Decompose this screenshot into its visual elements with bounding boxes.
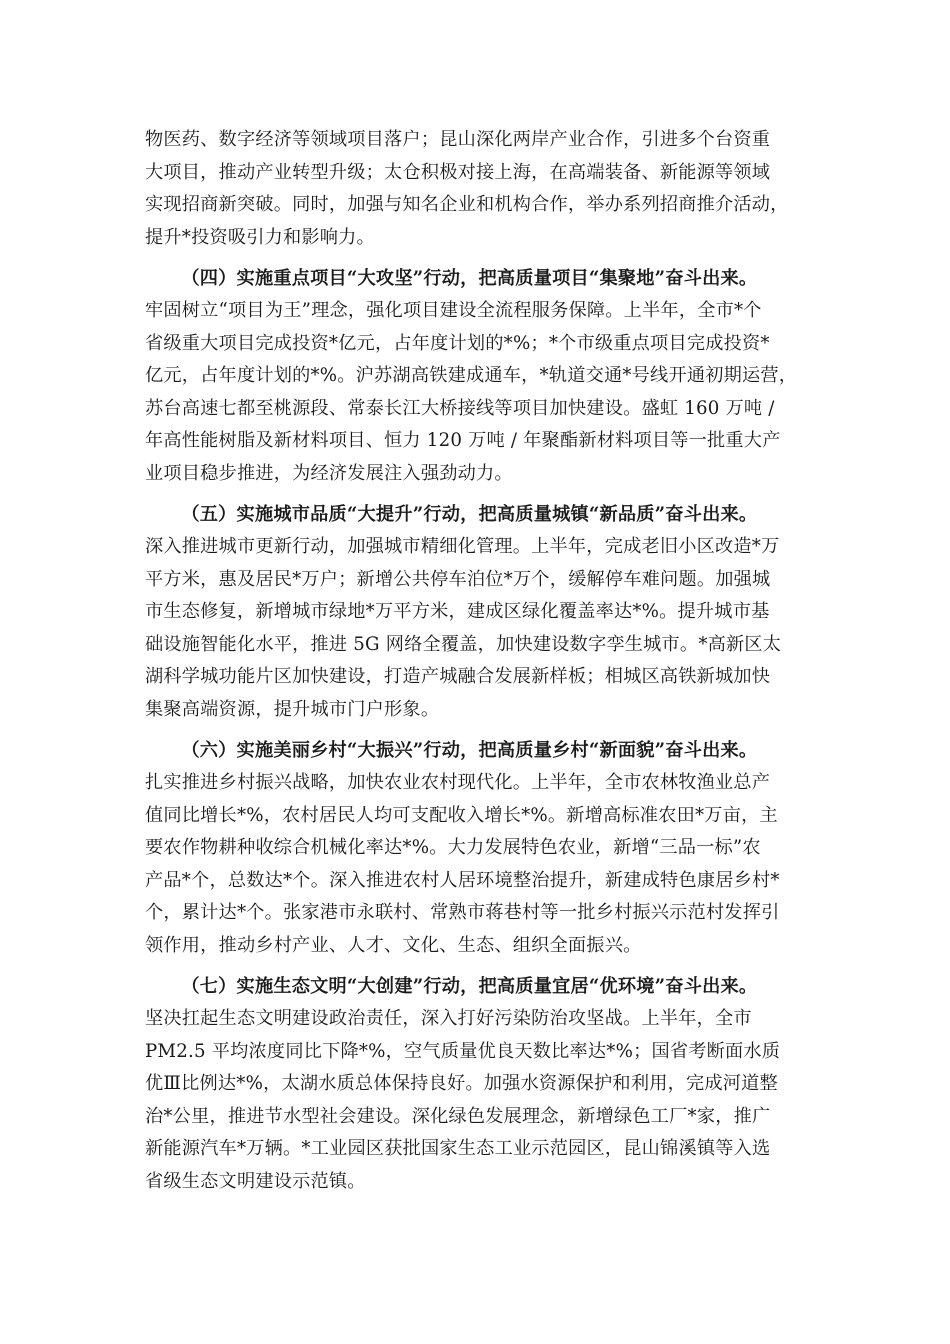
paragraph-section-4 [145,263,813,491]
text-line: 省级生态文明建设示范镇。 [145,1170,366,1192]
text-line: 优Ⅲ比例达*%，太湖水质总体保持良好。加强水资源保护和利用，完成河道整 [145,1073,778,1094]
text-line: 治*公里，推进节水型社会建设。深化绿色发展理念，新增绿色工厂*家，推广 [145,1105,771,1127]
text-line: 产品*个，总数达*个。深入推进农村人居环境整治提升，新建成特色康居乡村* [145,869,780,891]
section-heading: （六）实施美丽乡村“大振兴”行动，把高质量乡村“新面貌”奋斗出来。 [181,739,758,761]
text-line: 提升*投资吸引力和影响力。 [145,226,375,248]
text-line: 牢固树立“项目为王”理念，强化项目建设全流程服务保障。上半年，全市*个 [145,300,762,321]
paragraph-section-7 [145,971,813,1199]
text-line: 要农作物耕种收综合机械化率达*%。大力发展特色农业，新增“三品一标”农 [145,837,761,858]
text-line: 业项目稳步推进，为经济发展注入强劲动力。 [145,462,513,484]
text-line: 湖科学城功能片区加快建设，打造产城融合发展新样板；相城区高铁新城加快 [145,666,771,687]
text-line: PM2.5 平均浓度同比下降*%，空气质量优良天数比率达*%；国省考断面水质 [145,1040,781,1062]
text-line: 领作用，推动乡村产业、人才、文化、生态、组织全面振兴。 [145,934,642,956]
text-line: 亿元，占年度计划的*%。沪苏湖高铁建成通车，*轨道交通*号线开通初期运营， [145,365,798,386]
document-page [145,124,813,1207]
text-line: 大项目，推动产业转型升级；太仓积极对接上海，在高端装备、新能源等领域 [145,161,771,183]
text-line: 物医药、数字经济等领域项目落户；昆山深化两岸产业合作，引进多个台资重 [145,129,771,150]
text-line: 值同比增长*%，农村居民人均可支配收入增长*%。新增高标准农田*万亩，主 [145,804,778,826]
text-line: 深入推进城市更新行动，加强城市精细化管理。上半年，完成老旧小区改造*万 [145,536,780,557]
text-line: 扎实推进乡村振兴战略，加快农业农村现代化。上半年，全市农林牧渔业总产 [145,772,771,793]
text-line: 个，累计达*个。张家港市永联村、常熟市蒋巷村等一批乡村振兴示范村发挥引 [145,902,780,923]
text-line: 年高性能树脂及新材料项目、恒力 120 万吨 / 年聚酯新材料项目等一批重大产 [145,430,781,451]
section-heading: （五）实施城市品质“大提升”行动，把高质量城镇“新品质”奋斗出来。 [181,503,758,525]
text-line: 平方米，惠及居民*万户；新增公共停车泊位*万个，缓解停车难问题。加强城 [145,568,771,590]
text-line: 集聚高端资源，提升城市门户形象。 [145,698,440,720]
section-heading: （七）实施生态文明“大创建”行动，把高质量宜居“优环境”奋斗出来。 [181,975,758,997]
text-line: 础设施智能化水平，推进 5G 网络全覆盖，加快建设数字孪生城市。*高新区太 [145,633,782,655]
section-heading: （四）实施重点项目“大攻坚”行动，把高质量项目“集聚地”奋斗出来。 [181,267,758,289]
text-line: 坚决扛起生态文明建设政治责任，深入打好污染防治攻坚战。上半年，全市 [145,1008,752,1029]
text-line: 实现招商新突破。同时，加强与知名企业和机构合作，举办系列招商推介活动， [145,194,789,215]
text-line: 省级重大项目完成投资*亿元，占年度计划的*%；*个市级重点项目完成投资* [145,332,770,354]
paragraph-section-6 [145,735,813,963]
paragraph-section-5 [145,499,813,727]
paragraph-intro [145,124,813,254]
text-line: 市生态修复，新增城市绿地*万平方米，建成区绿化覆盖率达*%。提升城市基 [145,601,770,622]
text-line: 苏台高速七都至桃源段、常泰长江大桥接线等项目加快建设。盛虹 160 万吨 / [145,397,775,419]
text-line: 新能源汽车*万辆。*工业园区获批国家生态工业示范园区，昆山锦溪镇等入选 [145,1138,771,1159]
